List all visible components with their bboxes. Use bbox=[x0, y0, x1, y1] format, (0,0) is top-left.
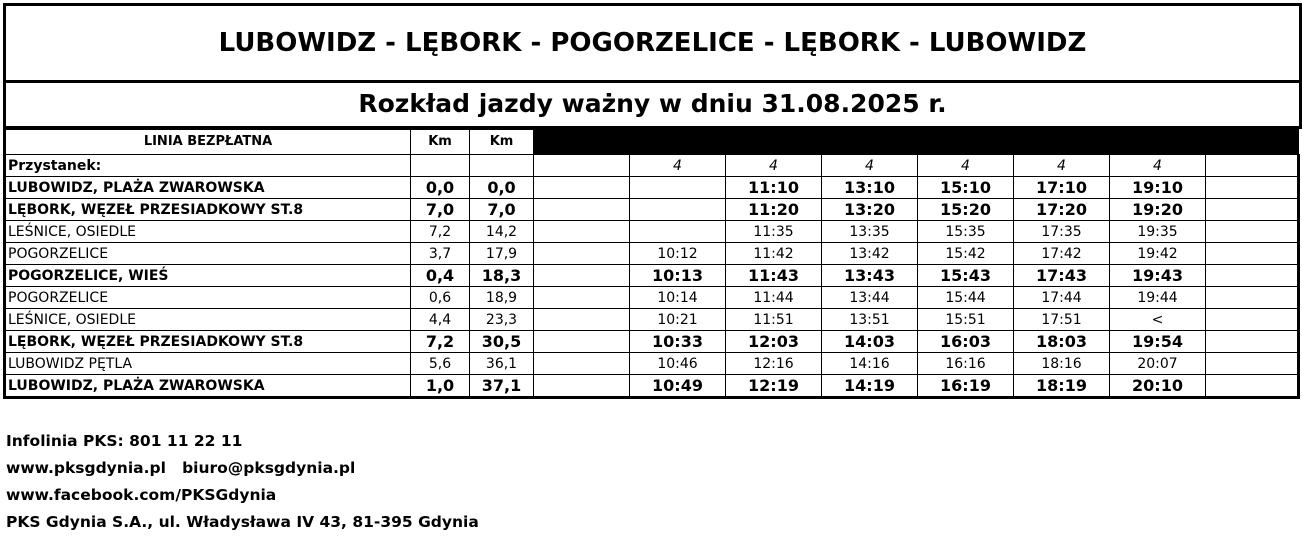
table-row bbox=[5, 199, 1299, 221]
web-email-text: www.pksgdynia.pl biuro@pksgdynia.pl bbox=[6, 459, 356, 477]
km-cumulative: 7,0 bbox=[470, 199, 534, 221]
km-segment: 0,6 bbox=[411, 287, 470, 309]
departure-time: 17:43 bbox=[1014, 265, 1110, 287]
departure-time bbox=[534, 353, 630, 375]
km-cumulative: 36,1 bbox=[470, 353, 534, 375]
course-mark-cell: 4 bbox=[726, 155, 822, 177]
km-segment: 7,2 bbox=[411, 221, 470, 243]
departure-time bbox=[534, 309, 630, 331]
km-cumulative: 18,3 bbox=[470, 265, 534, 287]
table-row bbox=[5, 265, 1299, 287]
departure-time: 19:42 bbox=[1110, 243, 1206, 265]
departure-time: 17:35 bbox=[1014, 221, 1110, 243]
infoline-text: Infolinia PKS: 801 11 22 11 bbox=[6, 432, 243, 450]
km-segment: 7,2 bbox=[411, 331, 470, 353]
departure-time: 15:10 bbox=[918, 177, 1014, 199]
timetable-header-row bbox=[5, 130, 1299, 155]
departure-time bbox=[630, 221, 726, 243]
validity-banner: Rozkład jazdy ważny w dniu 31.08.2025 r. bbox=[3, 80, 1302, 129]
table-row bbox=[5, 353, 1299, 375]
km-segment: 4,4 bbox=[411, 309, 470, 331]
km-cumulative: 37,1 bbox=[470, 375, 534, 398]
departure-time: 11:43 bbox=[726, 265, 822, 287]
departure-time: 16:19 bbox=[918, 375, 1014, 398]
departure-time: 13:43 bbox=[822, 265, 918, 287]
km-cumulative: 30,5 bbox=[470, 331, 534, 353]
departure-time: 19:44 bbox=[1110, 287, 1206, 309]
departure-time: 10:21 bbox=[630, 309, 726, 331]
timetable bbox=[3, 129, 1300, 399]
km-segment: 1,0 bbox=[411, 375, 470, 398]
table-row bbox=[5, 375, 1299, 398]
table-row bbox=[5, 331, 1299, 353]
departure-time: 17:42 bbox=[1014, 243, 1110, 265]
km-cumulative: 23,3 bbox=[470, 309, 534, 331]
stop-name: POGORZELICE bbox=[5, 287, 411, 309]
departure-time: 19:35 bbox=[1110, 221, 1206, 243]
stop-name: LUBOWIDZ PĘTLA bbox=[5, 353, 411, 375]
departure-time bbox=[630, 199, 726, 221]
departure-time: 11:51 bbox=[726, 309, 822, 331]
course-marks-row bbox=[5, 155, 1299, 177]
departure-time bbox=[534, 199, 630, 221]
departure-time: 13:20 bbox=[822, 199, 918, 221]
km-header-segment: Km bbox=[411, 130, 470, 155]
departure-time bbox=[1206, 331, 1299, 353]
departure-time bbox=[1206, 309, 1299, 331]
table-row bbox=[5, 243, 1299, 265]
departure-time bbox=[534, 375, 630, 398]
departure-time: 17:10 bbox=[1014, 177, 1110, 199]
departure-time bbox=[534, 331, 630, 353]
departure-time bbox=[1206, 265, 1299, 287]
departure-time: 12:16 bbox=[726, 353, 822, 375]
departure-time: 18:16 bbox=[1014, 353, 1110, 375]
departure-time: 10:46 bbox=[630, 353, 726, 375]
stop-name: LEŚNICE, OSIEDLE bbox=[5, 221, 411, 243]
address-text: PKS Gdynia S.A., ul. Władysława IV 43, 81-395 Gdynia bbox=[6, 513, 479, 531]
course-mark-cell: 4 bbox=[630, 155, 726, 177]
course-mark-cell: 4 bbox=[1110, 155, 1206, 177]
header-black-band bbox=[534, 130, 1299, 155]
km-cumulative: 14,2 bbox=[470, 221, 534, 243]
course-mark-cell bbox=[534, 155, 630, 177]
departure-time: 10:49 bbox=[630, 375, 726, 398]
km-empty-cell bbox=[470, 155, 534, 177]
departure-time: 19:10 bbox=[1110, 177, 1206, 199]
departure-time: 10:33 bbox=[630, 331, 726, 353]
departure-time: 18:03 bbox=[1014, 331, 1110, 353]
km-header-cumulative: Km bbox=[470, 130, 534, 155]
departure-time: 18:19 bbox=[1014, 375, 1110, 398]
departure-time: 13:10 bbox=[822, 177, 918, 199]
departure-time: 15:20 bbox=[918, 199, 1014, 221]
km-segment: 3,7 bbox=[411, 243, 470, 265]
departure-time: 15:44 bbox=[918, 287, 1014, 309]
course-mark-cell: 4 bbox=[822, 155, 918, 177]
km-segment: 0,4 bbox=[411, 265, 470, 287]
departure-time: 12:19 bbox=[726, 375, 822, 398]
departure-time: 10:14 bbox=[630, 287, 726, 309]
route-title: LUBOWIDZ - LĘBORK - POGORZELICE - LĘBORK - LUBOWIDZ bbox=[3, 3, 1302, 83]
stop-name: LĘBORK, WĘZEŁ PRZESIADKOWY ST.8 bbox=[5, 331, 411, 353]
departure-time: 10:12 bbox=[630, 243, 726, 265]
departure-time: 13:44 bbox=[822, 287, 918, 309]
stop-name: POGORZELICE bbox=[5, 243, 411, 265]
departure-time: 19:20 bbox=[1110, 199, 1206, 221]
departure-time bbox=[630, 177, 726, 199]
departure-time: 15:51 bbox=[918, 309, 1014, 331]
departure-time: 17:51 bbox=[1014, 309, 1110, 331]
departure-time: 16:03 bbox=[918, 331, 1014, 353]
table-row bbox=[5, 287, 1299, 309]
km-cumulative: 0,0 bbox=[470, 177, 534, 199]
table-row bbox=[5, 221, 1299, 243]
departure-time: 19:54 bbox=[1110, 331, 1206, 353]
departure-time: 14:16 bbox=[822, 353, 918, 375]
table-row bbox=[5, 177, 1299, 199]
departure-time: 14:19 bbox=[822, 375, 918, 398]
departure-time bbox=[534, 265, 630, 287]
departure-time bbox=[1206, 353, 1299, 375]
departure-time: 15:43 bbox=[918, 265, 1014, 287]
course-mark-cell bbox=[1206, 155, 1299, 177]
departure-time bbox=[1206, 287, 1299, 309]
departure-time: 11:10 bbox=[726, 177, 822, 199]
departure-time bbox=[1206, 221, 1299, 243]
km-segment: 5,6 bbox=[411, 353, 470, 375]
departure-time: 10:13 bbox=[630, 265, 726, 287]
stop-name: LĘBORK, WĘZEŁ PRZESIADKOWY ST.8 bbox=[5, 199, 411, 221]
departure-time bbox=[1206, 199, 1299, 221]
departure-time bbox=[534, 177, 630, 199]
departure-time: 11:20 bbox=[726, 199, 822, 221]
departure-time: 17:44 bbox=[1014, 287, 1110, 309]
stop-header: Przystanek: bbox=[5, 155, 411, 177]
stop-name: LEŚNICE, OSIEDLE bbox=[5, 309, 411, 331]
departure-time: 17:20 bbox=[1014, 199, 1110, 221]
departure-time: < bbox=[1110, 309, 1206, 331]
departure-time: 20:10 bbox=[1110, 375, 1206, 398]
table-row bbox=[5, 309, 1299, 331]
km-segment: 0,0 bbox=[411, 177, 470, 199]
departure-time: 11:42 bbox=[726, 243, 822, 265]
departure-time bbox=[534, 221, 630, 243]
course-mark-cell: 4 bbox=[1014, 155, 1110, 177]
departure-time: 14:03 bbox=[822, 331, 918, 353]
departure-time bbox=[1206, 177, 1299, 199]
km-cumulative: 18,9 bbox=[470, 287, 534, 309]
departure-time bbox=[1206, 375, 1299, 398]
departure-time: 15:42 bbox=[918, 243, 1014, 265]
facebook-text: www.facebook.com/PKSGdynia bbox=[6, 486, 277, 504]
departure-time: 13:42 bbox=[822, 243, 918, 265]
departure-time: 19:43 bbox=[1110, 265, 1206, 287]
km-segment: 7,0 bbox=[411, 199, 470, 221]
departure-time: 20:07 bbox=[1110, 353, 1206, 375]
km-cumulative: 17,9 bbox=[470, 243, 534, 265]
departure-time: 13:35 bbox=[822, 221, 918, 243]
departure-time: 13:51 bbox=[822, 309, 918, 331]
departure-time bbox=[534, 287, 630, 309]
departure-time bbox=[534, 243, 630, 265]
departure-time: 11:35 bbox=[726, 221, 822, 243]
stop-name: POGORZELICE, WIEŚ bbox=[5, 265, 411, 287]
departure-time: 12:03 bbox=[726, 331, 822, 353]
departure-time: 16:16 bbox=[918, 353, 1014, 375]
line-label: LINIA BEZPŁATNA bbox=[5, 130, 411, 155]
course-mark-cell: 4 bbox=[918, 155, 1014, 177]
km-empty-cell bbox=[411, 155, 470, 177]
stop-name: LUBOWIDZ, PLAŻA ZWAROWSKA bbox=[5, 177, 411, 199]
footer-contact bbox=[6, 428, 479, 536]
stop-name: LUBOWIDZ, PLAŻA ZWAROWSKA bbox=[5, 375, 411, 398]
departure-time bbox=[1206, 243, 1299, 265]
departure-time: 11:44 bbox=[726, 287, 822, 309]
departure-time: 15:35 bbox=[918, 221, 1014, 243]
